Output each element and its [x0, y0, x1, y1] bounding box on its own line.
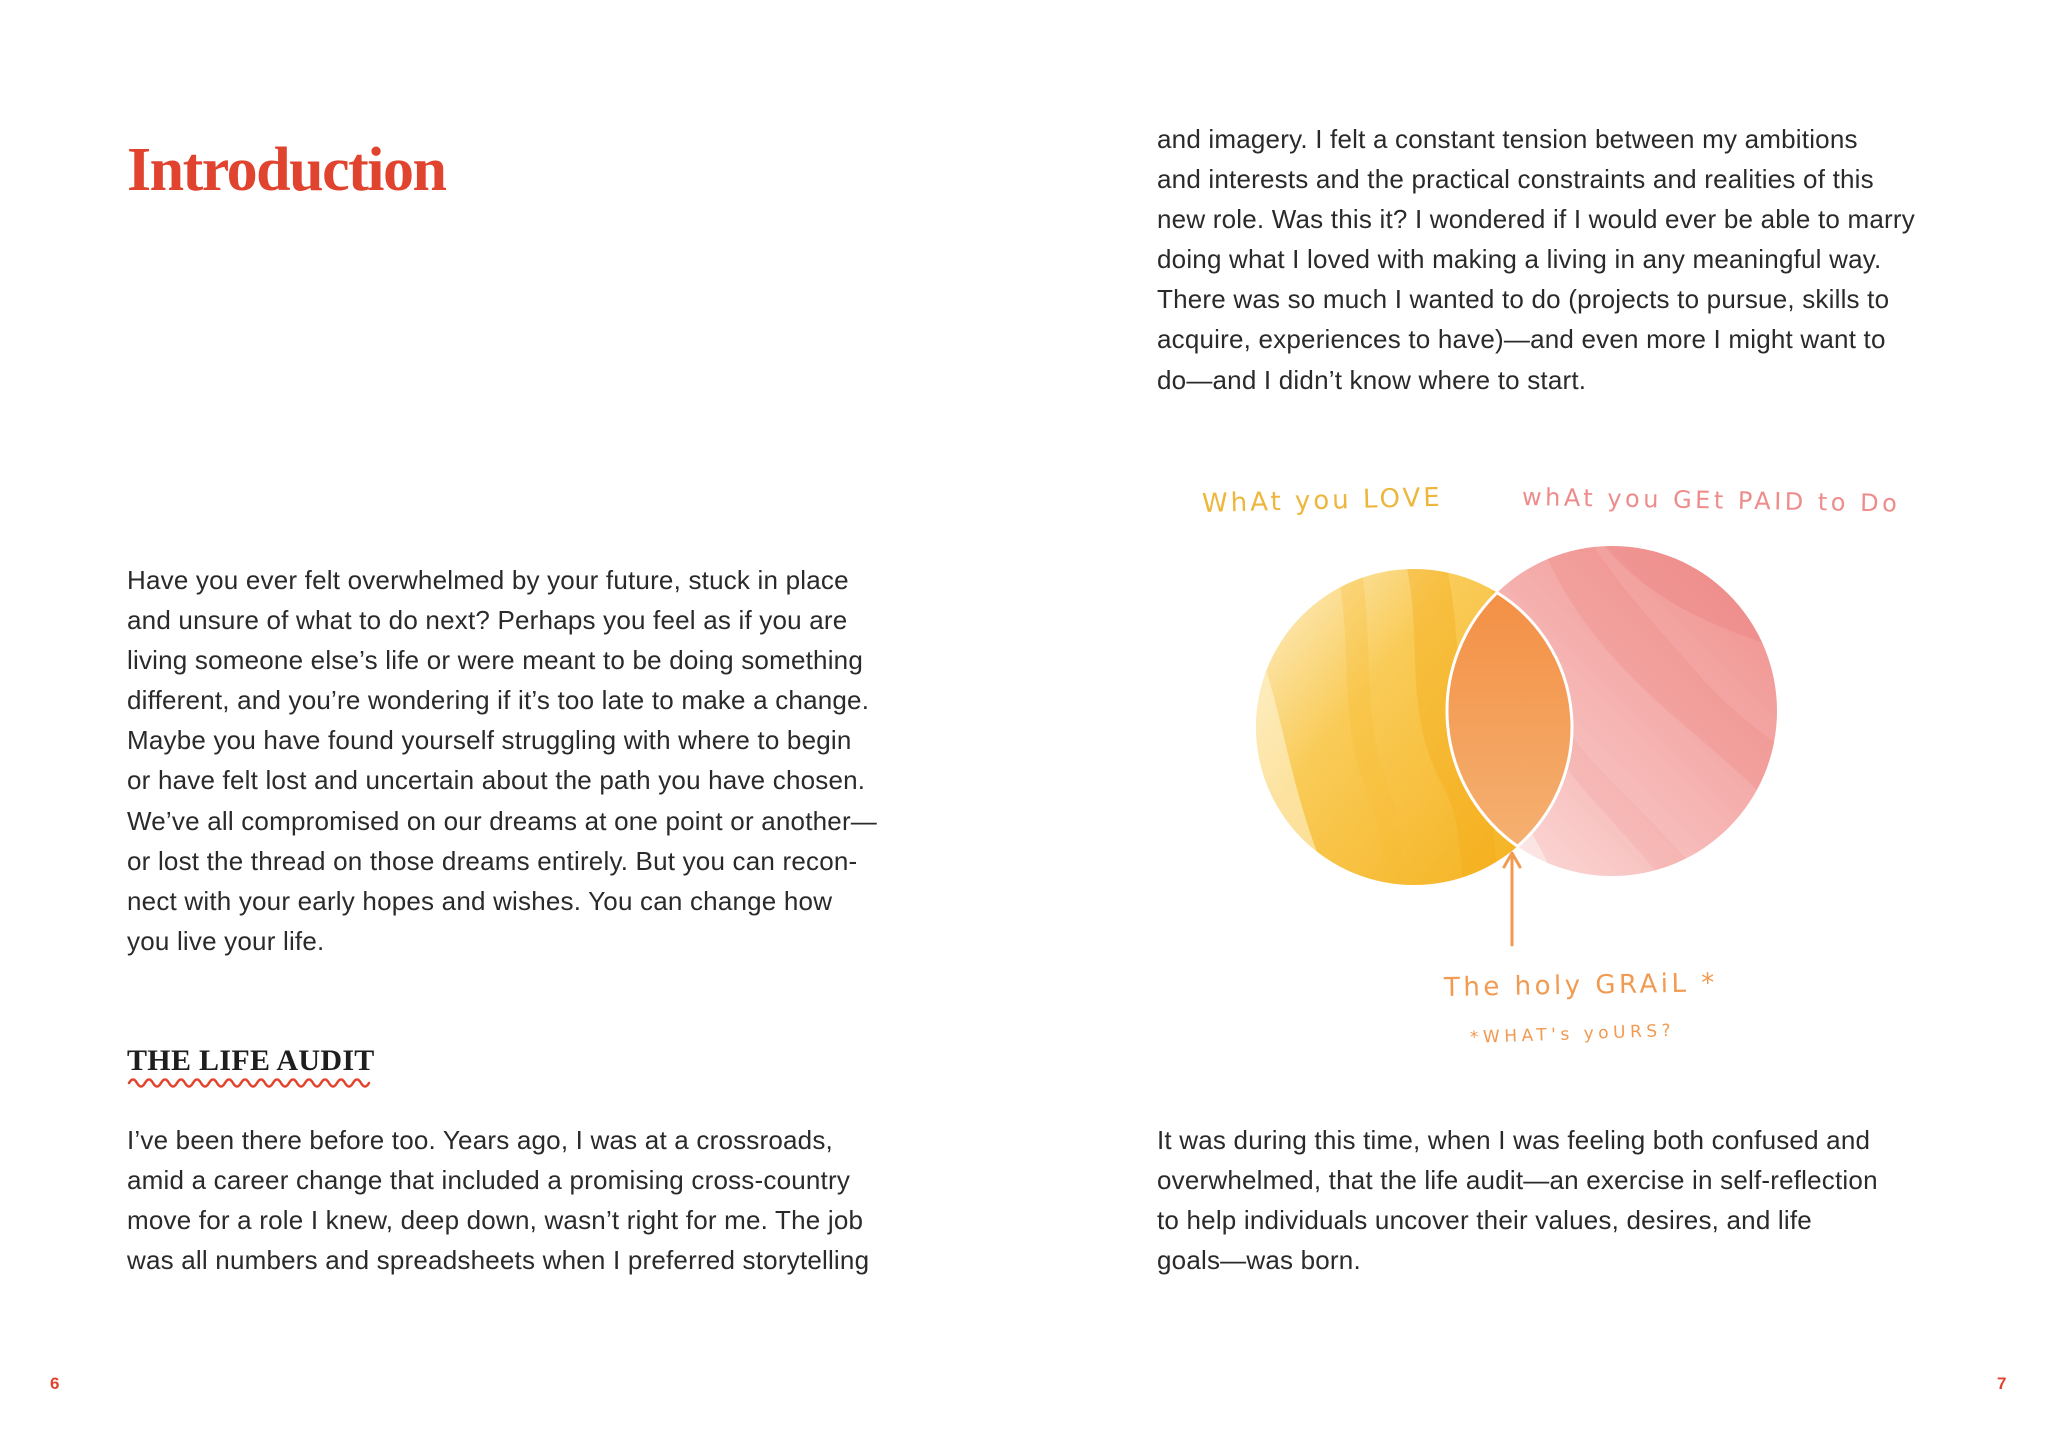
story-paragraph-line: and interests and the practical constraints and realities of this	[1157, 164, 1874, 195]
story-paragraph-line: I’ve been there before too. Years ago, I was at a crossroads,	[127, 1125, 833, 1155]
story-paragraph-line: do—and I didn’t know where to start.	[1157, 364, 1587, 395]
story-paragraph-line: move for a role I knew, deep down, wasn’t right for me. The job	[127, 1205, 864, 1236]
closing-paragraph-line: It was during this time, when I was feeling both confused and	[1157, 1125, 1871, 1155]
story-paragraph	[127, 1120, 869, 1280]
venn-label-what-you-get-paid: whAt you GEt PAID to Do	[1521, 483, 1901, 518]
intro-paragraph-line: and unsure of what to do next? Perhaps you feel as if you are	[127, 605, 848, 636]
intro-paragraph-line: or have felt lost and uncertain about the path you have chosen.	[127, 765, 866, 796]
intro-paragraph-line: different, and you’re wondering if it’s too late to make a change.	[127, 685, 870, 716]
story-paragraph-line: acquire, experiences to have)—and even more I might want to	[1157, 324, 1886, 355]
story-paragraph-line: There was so much I wanted to do (projects to pursue, skills to	[1157, 284, 1890, 315]
story-paragraph-continued	[1157, 119, 1915, 400]
arrow-up-icon	[1504, 853, 1520, 945]
wavy-underline	[127, 1076, 375, 1090]
venn-diagram	[1240, 530, 1800, 960]
closing-paragraph	[1157, 1120, 1878, 1280]
closing-paragraph-line: goals—was born.	[1157, 1245, 1361, 1276]
section-heading: THE LIFE AUDIT	[127, 1044, 375, 1077]
venn-label-what-you-love: WhAt you LOVE	[1201, 482, 1444, 519]
intro-paragraph-line: or lost the thread on those dreams entirely. But you can recon-	[127, 845, 858, 876]
right-page	[1024, 0, 2048, 1440]
page-number: 7	[1997, 1374, 2007, 1393]
venn-footnote: *WHAT's yoURS?	[1469, 1020, 1676, 1048]
wavy-underline-stroke	[129, 1080, 369, 1087]
intro-paragraph-line: Have you ever felt overwhelmed by your future, stuck in place	[127, 565, 849, 595]
intro-paragraph-line: living someone else’s life or were meant to be doing something	[127, 645, 863, 676]
closing-paragraph-line: to help individuals uncover their values, desires, and life	[1157, 1205, 1812, 1236]
intro-paragraph-line: Maybe you have found yourself struggling with where to begin	[127, 725, 852, 756]
story-paragraph-line: new role. Was this it? I wondered if I would ever be able to marry	[1157, 204, 1915, 235]
page-number: 6	[50, 1374, 60, 1393]
story-paragraph-line: amid a career change that included a promising cross-country	[127, 1165, 851, 1196]
intro-paragraph-line: We’ve all compromised on our dreams at one point or another—	[127, 805, 878, 836]
intro-paragraph	[127, 560, 877, 961]
chapter-title: Introduction	[127, 136, 446, 204]
story-paragraph-line: was all numbers and spreadsheets when I preferred storytelling	[127, 1245, 870, 1276]
venn-label-holy-grail: The holy GRAiL *	[1443, 968, 1719, 1003]
closing-paragraph-line: overwhelmed, that the life audit—an exercise in self-reflection	[1157, 1165, 1878, 1196]
story-paragraph-line: doing what I loved with making a living in any meaningful way.	[1157, 244, 1882, 275]
story-paragraph-line: and imagery. I felt a constant tension between my ambitions	[1157, 124, 1858, 154]
intro-paragraph-line: nect with your early hopes and wishes. You can change how	[127, 885, 833, 916]
intro-paragraph-line: you live your life.	[127, 925, 325, 956]
